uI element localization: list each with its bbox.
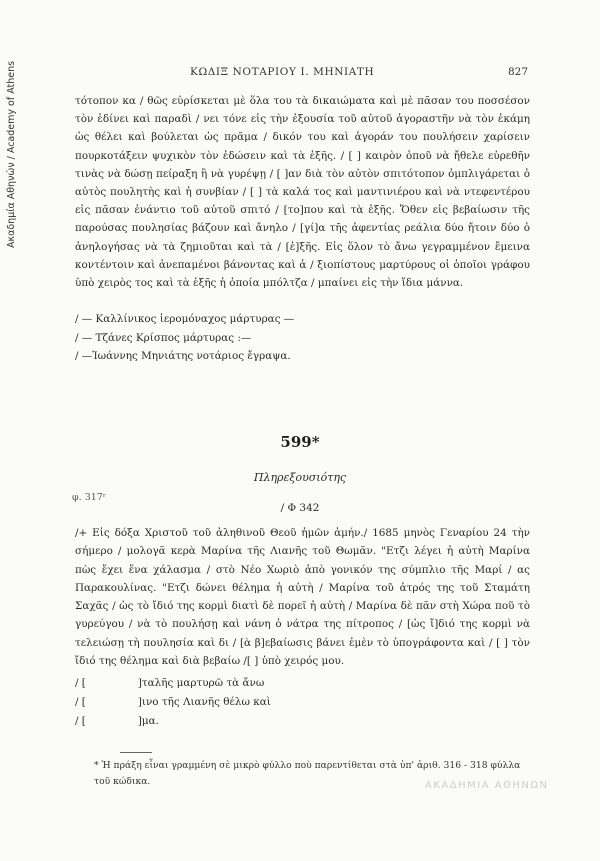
paragraph: /+ Εἰς δόξα Χριστοῦ τοῦ ἀληθινοῦ Θεοῦ ἡμῶν ἀμήν./ 1685 μηνὸς Γεναρίου 24 τὴν σήμερο / μολογᾶ κερὰ Μαρίνα τῆς Λιανῆς τοῦ Θωμᾶν. "Ετζι λέγει ἡ αὐτὴ Μαρίνα πὼς ἔχει ἕνα χάλασμα / στὸ Νέο Χωριὸ ἀπὸ γονικόν της σύμπλιο τῆς Μαρί / ας Παρακουλίνας. "Ετζι δώνει θέλημα ἡ αὐτὴ / Μαρίνα τοῦ ἀτρός της τοῦ Σταμάτη Σαχᾶς / ὡς τὸ ἴδιό της κορμὶ διατὶ δὲ πορεῖ ἡ αὐτὴ / Μαρίνα δὲ πᾶν στὴ Χώρα ποῦ τὸ γυρεύγου / νὰ τὸ πουλήσῃ καὶ νάνη ὁ νάτρα της πίτροπος / [ὡς ἴ]διό της κορμὶ νὰ τελειώσῃ τὴ πουλησία καὶ δι / [ὰ β]εβαίωσις βάνει ἐμὲν τὸ ὑπογράφοντα καὶ / [ ] τὸν ἴδιό της θέλημα καὶ διὰ βεβαίω /[ ] ὑπὸ χειρός μου. xyxy=(75,527,530,668)
witness-line: / — Καλλίνικος ἱερομόναχος μάρτυρας — xyxy=(75,313,295,325)
witness-list xyxy=(75,310,530,366)
folio-marker: φ. 317ʳ xyxy=(72,492,107,503)
lacuna-line xyxy=(75,712,530,731)
paragraph: τότοπον κα / θῶς εὑρίσκεται μὲ ὅλα του τὰ δικαιώματα καὶ μὲ πᾶσαν του ποσσέσον τὸν ἐδίνει καὶ παραδὶ / νει τόνε εἰς τὴν ἐξουσία τοῦ αὐτοῦ ἀγοραστῆν νὰ τὸν ἐκάμη ὡς θέλει καὶ βούλεται ὡς πρᾶμα / δικόν του καὶ ἀγοράν του πουλήσειν χαρίσειν πουρκοτάξειν ψυχικὸν τὸν ἐδώσειν καὶ τὰ ἑξῆς. / [ ] καιρὸν ὁποῦ νὰ ἤθελε εὑρεθῆν τινὰς νὰ δώσῃ πείραξη ἢ νὰ γυρέψῃ / [ ]αν διὰ τὸν αὐτὸν σπιτότοπον ὀμπλιγάρεται ὁ αὐτὸς πουλητὴς καὶ ἡ συνβίαν / [ ] τὰ καλά τος καὶ μαντινιέρου καὶ νὰ ντεφεντέρου εἰς πᾶσαν ἐνάντιο τοῦ αὐτοῦ σπιτό / [το]που καὶ τὰ ἑξῆς. Ὅθεν εἰς βεβαίωσιν τῆς παρούσας πουλησίας βάζουν καὶ ἄνηλο / [γί]α τῆς ἀφεντίας ρεάλια δύο ἤτοιν δύο ὁ ἀνηλογήσας νὰ τὰ ζημιοῦται καὶ τὰ / [ἑ]ξῆς. Εἰς ὅλον τὸ ἄνω γεγραμμένον ἔμεινα κοντέντοιν καὶ ἀνεπαμένοι βάνοντας καὶ ἀ / ξιοπίστους μαρτύρους οἱ ὁποῖοι γράφου ὑπὸ χειρὸς τος καὶ τὰ ἑξῆς ἡ ὁποία μπόλτζα / μπαίνει εἰς τὴν ἴδια μάννα. xyxy=(75,95,530,290)
lacuna-line xyxy=(75,693,530,712)
lacuna-open: / [ xyxy=(75,715,86,727)
library-stamp: Ακαδημία Αθηνών / Academy of Athens xyxy=(6,60,17,248)
lacuna-line xyxy=(75,674,530,693)
footnote: * Ἡ πράξη εἶναι γραμμένη σὲ μικρὸ φύλλο ποὺ παρεντίθεται στὰ ὑπ' ἀριθ. 316 - 318 φύλλα τοῦ κώδικα. xyxy=(94,760,521,787)
witness-line: / —Ἰωάννης Μηνιάτης νοτάριος ἔγραψα. xyxy=(75,350,291,362)
previous-document-text xyxy=(75,92,530,292)
lacuna-text: ]ταλῆς μαρτυρῶ τὰ ἄνω xyxy=(137,677,265,689)
lacuna-text: ]ινο τῆς Λιανῆς θέλω καὶ xyxy=(137,696,271,708)
watermark-text: ΑΚΑΔΗΜΙΑ ΑΘΗΝΩΝ xyxy=(425,780,549,791)
footnote-rule xyxy=(120,752,152,753)
lacuna-lines xyxy=(75,674,530,731)
document-number: 599* xyxy=(280,433,320,451)
lacuna-open: / [ xyxy=(75,677,86,689)
document-text xyxy=(75,524,530,670)
lacuna-open: / [ xyxy=(75,696,86,708)
document-subtitle: Πληρεξουσιότης xyxy=(253,471,347,484)
page-number: 827 xyxy=(507,66,528,78)
folio-reference: / Φ 342 xyxy=(280,502,320,514)
running-head xyxy=(0,66,600,82)
witness-line: / — Τζάνες Κρίσπος μάρτυρας :— xyxy=(75,331,252,344)
running-title: ΚΩΔΙΞ ΝΟΤΑΡΙΟΥ Ι. ΜΗΝΙΑΤΗ xyxy=(190,66,375,78)
lacuna-text: ]μα. xyxy=(137,715,159,727)
